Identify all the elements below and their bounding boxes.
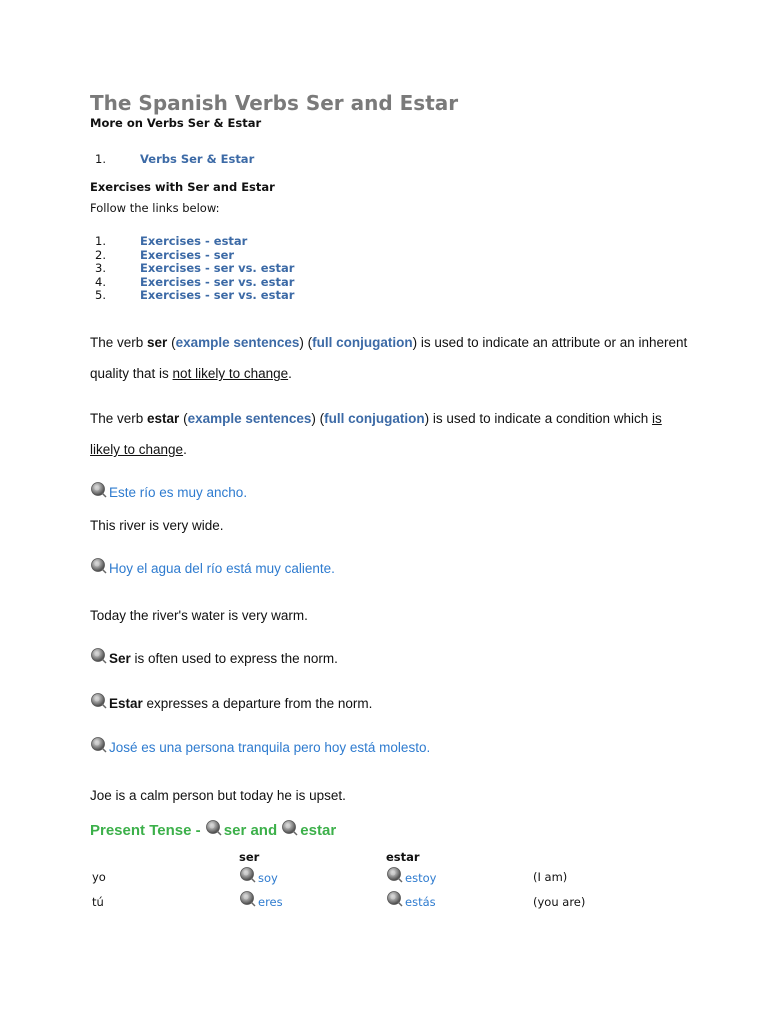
list-item bbox=[95, 274, 294, 288]
col-header-ser: ser bbox=[239, 850, 260, 864]
text: is often used to express the norm. bbox=[130, 651, 338, 666]
text: . bbox=[288, 366, 292, 381]
link-verbs-ser-estar[interactable]: Verbs Ser & Estar bbox=[140, 152, 255, 166]
verb-ser: ser bbox=[147, 335, 168, 350]
text: . bbox=[183, 442, 187, 457]
speaker-icon[interactable] bbox=[239, 890, 257, 908]
pronoun-tu: tú bbox=[92, 895, 104, 909]
link-exercises-estar[interactable]: Exercises - estar bbox=[140, 234, 248, 248]
link-ser-example-sentences[interactable]: example sentences bbox=[175, 335, 300, 350]
text: ) ( bbox=[311, 411, 325, 426]
speaker-icon[interactable] bbox=[239, 866, 257, 884]
link-exercises-ser[interactable]: Exercises - ser bbox=[140, 247, 235, 262]
more-list bbox=[95, 148, 254, 167]
example-1-spanish bbox=[90, 481, 247, 502]
text: The verb bbox=[90, 411, 148, 426]
bold-verb: Estar bbox=[109, 696, 143, 711]
page-title: The Spanish Verbs Ser and Estar bbox=[90, 91, 459, 115]
text: ser and bbox=[223, 822, 282, 839]
conjugation-link[interactable]: eres bbox=[258, 895, 283, 909]
conjugation-link[interactable]: soy bbox=[258, 871, 278, 885]
cell-ser-yo bbox=[239, 866, 278, 886]
link-exercises-ser-vs-estar-1[interactable]: Exercises - ser vs. estar bbox=[140, 261, 295, 275]
spanish-sentence[interactable]: Hoy el agua del río está muy caliente. bbox=[109, 561, 335, 576]
bold-verb: Ser bbox=[109, 651, 131, 666]
text: quality that is bbox=[90, 366, 173, 381]
speaker-icon[interactable] bbox=[90, 692, 108, 710]
text: ( bbox=[179, 411, 188, 426]
col-header-estar: estar bbox=[386, 850, 420, 864]
speaker-icon[interactable] bbox=[281, 819, 299, 837]
link-estar-example-sentences[interactable]: example sentences bbox=[187, 411, 312, 426]
list-number: 2. bbox=[95, 247, 106, 262]
list-number: 1. bbox=[95, 152, 106, 166]
cell-ser-tu bbox=[239, 890, 283, 910]
conjugation-link[interactable]: estoy bbox=[405, 871, 437, 885]
text: ) is used to indicate an attribute or an inherent bbox=[412, 335, 688, 350]
text: ) ( bbox=[299, 335, 313, 350]
text: Present Tense - bbox=[90, 822, 205, 839]
link-estar-full-conjugation[interactable]: full conjugation bbox=[324, 411, 425, 426]
spanish-sentence[interactable]: José es una persona tranquila pero hoy está molesto. bbox=[109, 740, 431, 755]
list-number: 5. bbox=[95, 288, 106, 302]
list-number: 4. bbox=[95, 274, 106, 289]
underlined-text: likely to change bbox=[90, 442, 184, 457]
cell-estar-yo bbox=[386, 866, 436, 886]
list-number: 1. bbox=[95, 234, 106, 248]
text: The verb bbox=[90, 335, 148, 350]
cell-estar-tu bbox=[386, 890, 436, 910]
departure-note bbox=[90, 692, 372, 711]
link-ser-full-conjugation[interactable]: full conjugation bbox=[312, 335, 413, 350]
exercise-list bbox=[95, 233, 294, 301]
speaker-icon[interactable] bbox=[90, 647, 108, 665]
speaker-icon[interactable] bbox=[90, 481, 108, 499]
exercises-heading: Exercises with Ser and Estar bbox=[90, 180, 275, 194]
ser-paragraph-line1 bbox=[90, 335, 687, 350]
speaker-icon[interactable] bbox=[386, 890, 404, 908]
speaker-icon[interactable] bbox=[90, 557, 108, 575]
underlined-text: not likely to change bbox=[172, 366, 289, 381]
text: expresses a departure from the norm. bbox=[142, 696, 373, 711]
spanish-sentence[interactable]: Este río es muy ancho. bbox=[109, 485, 248, 500]
exercises-intro: Follow the links below: bbox=[90, 201, 220, 215]
list-number: 3. bbox=[95, 261, 106, 275]
estar-paragraph-line1 bbox=[90, 411, 662, 426]
example-3-english: Joe is a calm person but today he is upset. bbox=[90, 788, 346, 803]
link-exercises-ser-vs-estar-3[interactable]: Exercises - ser vs. estar bbox=[140, 288, 295, 302]
speaker-icon[interactable] bbox=[205, 819, 223, 837]
example-3-spanish bbox=[90, 736, 430, 757]
text: estar bbox=[300, 822, 337, 839]
speaker-icon[interactable] bbox=[90, 736, 108, 754]
list-item bbox=[95, 287, 294, 301]
speaker-icon[interactable] bbox=[386, 866, 404, 884]
estar-paragraph-line2 bbox=[90, 442, 187, 457]
present-tense-heading bbox=[90, 819, 336, 839]
example-2-spanish bbox=[90, 557, 335, 578]
text: ) is used to indicate a condition which bbox=[424, 411, 653, 426]
conjugation-link[interactable]: estás bbox=[405, 895, 436, 909]
meaning-tu: (you are) bbox=[533, 895, 586, 909]
example-2-english: Today the river's water is very warm. bbox=[90, 608, 308, 623]
pronoun-yo: yo bbox=[92, 870, 106, 884]
norm-note bbox=[90, 647, 338, 666]
link-exercises-ser-vs-estar-2[interactable]: Exercises - ser vs. estar bbox=[140, 274, 295, 289]
list-item bbox=[95, 260, 294, 274]
ser-paragraph-line2 bbox=[90, 366, 292, 381]
more-heading: More on Verbs Ser & Estar bbox=[90, 116, 262, 130]
text: ( bbox=[167, 335, 176, 350]
meaning-yo: (I am) bbox=[533, 870, 568, 884]
list-item bbox=[95, 233, 294, 247]
underlined-text: is bbox=[652, 411, 662, 426]
example-1-english: This river is very wide. bbox=[90, 518, 224, 533]
verb-estar: estar bbox=[147, 411, 180, 426]
list-item bbox=[95, 247, 294, 261]
